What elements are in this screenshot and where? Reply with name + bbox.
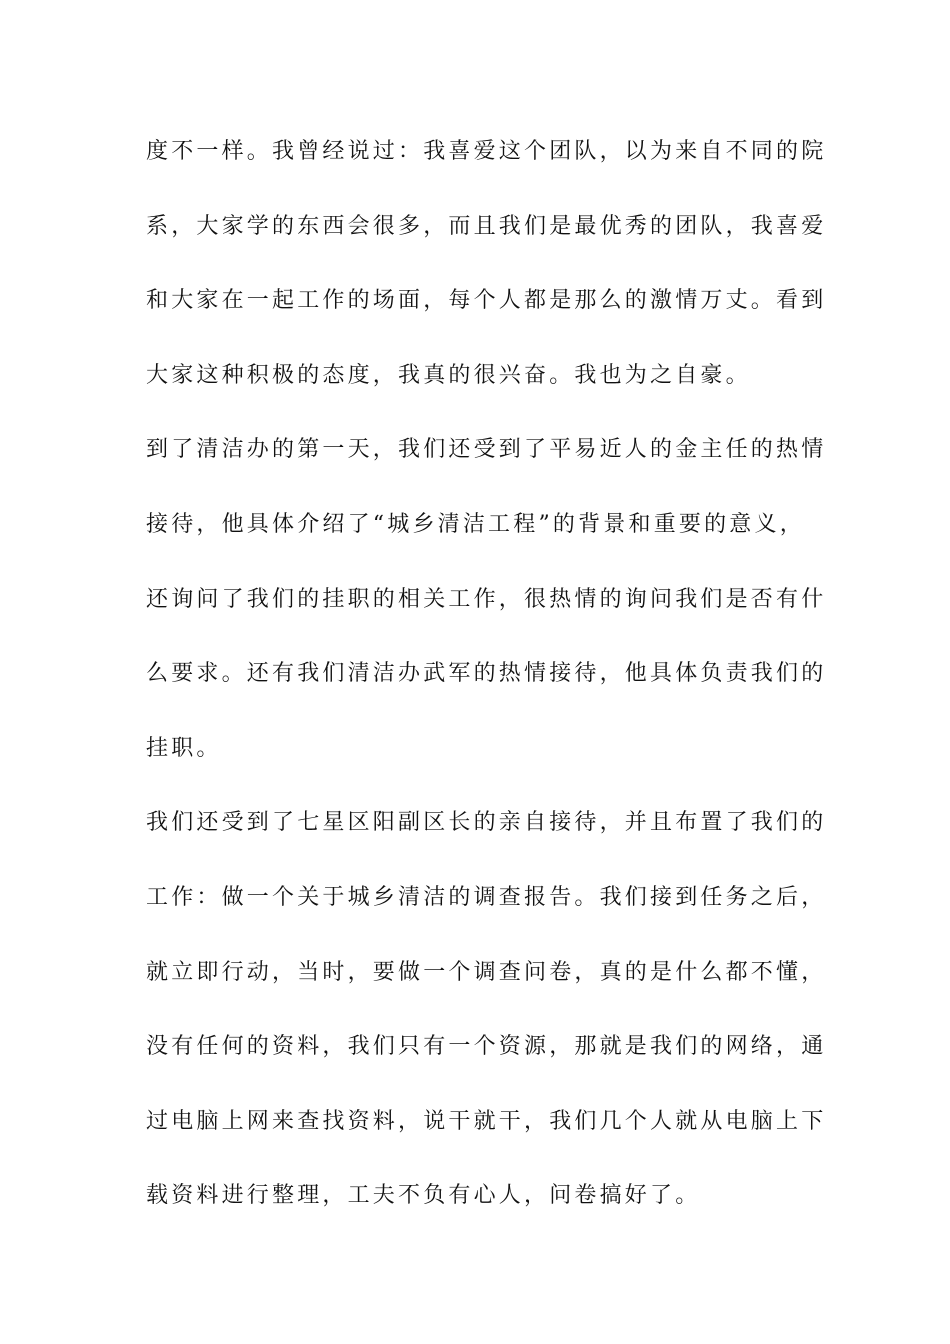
text-line: 载资料进行整理，工夫不负有心人，问卷搞好了。 xyxy=(146,1183,701,1209)
text-line: 么要求。还有我们清洁办武军的热情接待，他具体负责我们的 xyxy=(146,661,827,687)
text-line: 过电脑上网来查找资料，说干就干，我们几个人就从电脑上下 xyxy=(146,1108,827,1134)
text-line: 没有任何的资料，我们只有一个资源，那就是我们的网络，通 xyxy=(146,1034,827,1060)
text-line: 挂职。 xyxy=(146,735,222,761)
text-line: 我们还受到了七星区阳副区长的亲自接待，并且布置了我们的 xyxy=(146,810,827,836)
text-line: 还询问了我们的挂职的相关工作，很热情的询问我们是否有什 xyxy=(146,586,827,612)
text-line: 和大家在一起工作的场面，每个人都是那么的激情万丈。看到 xyxy=(146,288,827,314)
text-line: 工作：做一个关于城乡清洁的调查报告。我们接到任务之后， xyxy=(146,884,827,910)
body-text xyxy=(146,132,827,1251)
text-line: 系，大家学的东西会很多，而且我们是最优秀的团队，我喜爱 xyxy=(146,213,827,239)
text-line: 大家这种积极的态度，我真的很兴奋。我也为之自豪。 xyxy=(146,362,751,388)
text-line: 到了清洁办的第一天，我们还受到了平易近人的金主任的热情 xyxy=(146,437,827,463)
text-line: 就立即行动，当时，要做一个调查问卷，真的是什么都不懂， xyxy=(146,959,827,985)
text-line: 度不一样。我曾经说过：我喜爱这个团队，以为来自不同的院 xyxy=(146,139,827,164)
text-line: 接待，他具体介绍了“城乡清洁工程”的背景和重要的意义， xyxy=(146,511,805,537)
